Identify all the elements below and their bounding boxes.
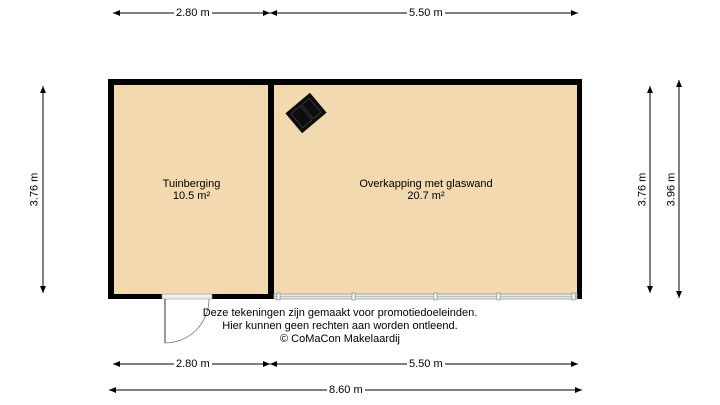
wall-right <box>577 79 582 299</box>
room-label-overkapping <box>326 178 526 202</box>
wall-top <box>108 79 582 85</box>
dim-label-right-inner-height: 3.76 m <box>636 172 649 207</box>
room-name: Overkapping met glaswand <box>359 178 493 190</box>
disclaimer-line-1: Deze tekeningen zijn gemaakt voor promotiedoeleinden. <box>202 307 478 319</box>
dim-label-total-width: 8.60 m <box>329 384 363 396</box>
dim-label-left-height: 3.76 m <box>28 172 41 207</box>
room-label-tuinberging <box>133 178 250 202</box>
dim-label-top-left: 2.80 m <box>176 7 210 19</box>
wall-middle <box>268 79 274 299</box>
disclaimer <box>150 307 530 346</box>
dim-label-top-right: 5.50 m <box>409 7 443 19</box>
disclaimer-line-2: Hier kunnen geen rechten aan worden ontleend. <box>222 320 458 332</box>
wall-left <box>108 79 114 299</box>
dim-label-bottom-left: 2.80 m <box>176 358 210 370</box>
room-area: 10.5 m² <box>172 190 211 202</box>
dim-label-right-outer-height: 3.96 m <box>665 172 678 207</box>
wall-bottom-left <box>108 294 162 299</box>
room-name: Tuinberging <box>162 178 221 190</box>
copyright-notice: © CoMaCon Makelaardij <box>280 333 400 345</box>
dim-label-bottom-right: 5.50 m <box>409 358 443 370</box>
glass-wall <box>274 293 577 300</box>
wall-bottom-mid <box>212 294 274 299</box>
room-area: 20.7 m² <box>407 190 445 202</box>
